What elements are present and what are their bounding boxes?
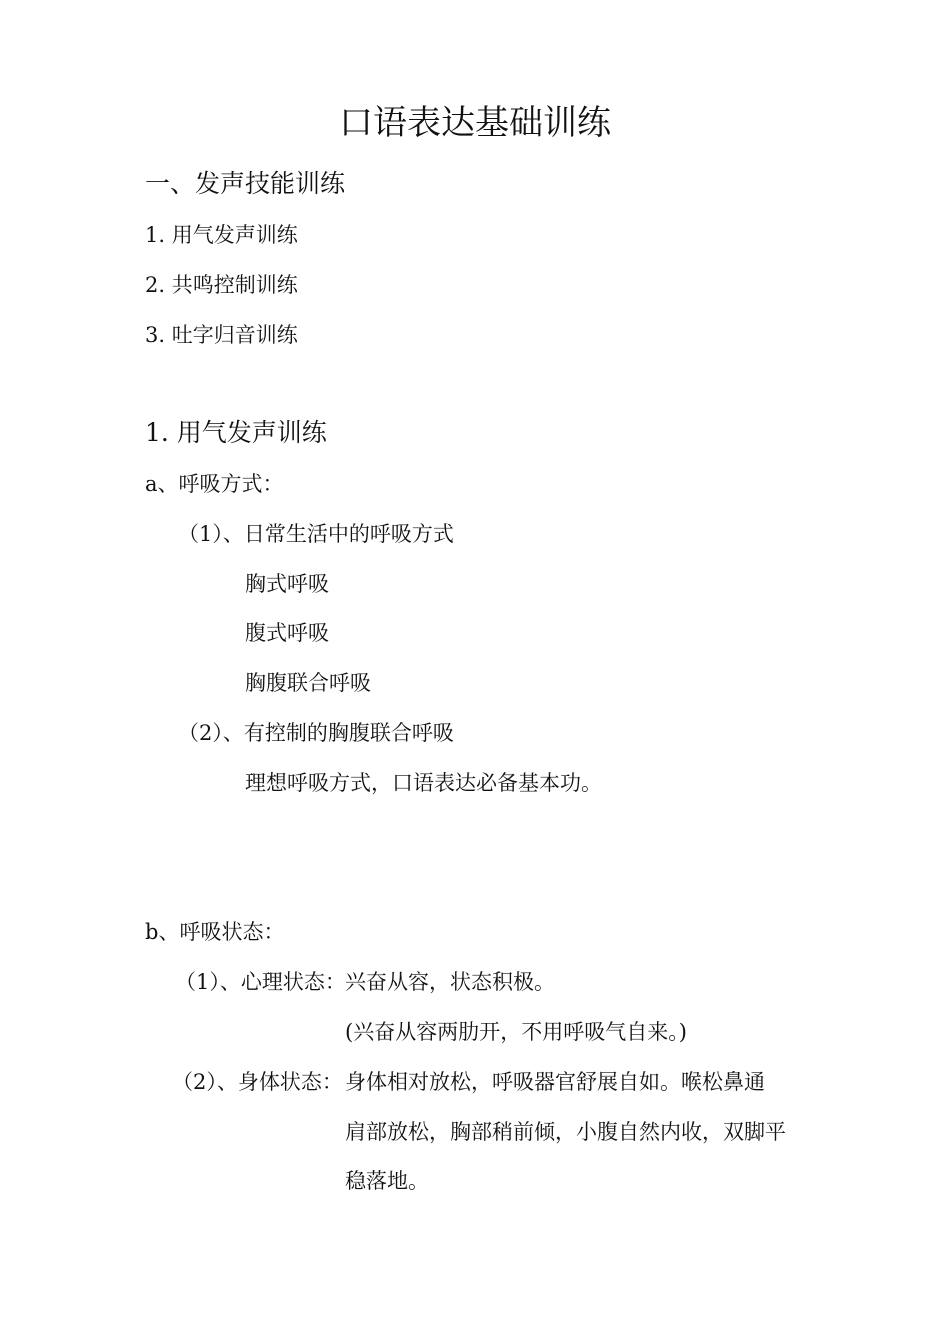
section-heading: 一、发声技能训练 (145, 169, 346, 198)
outline-item-1: 1. 用气发声训练 (145, 223, 298, 247)
subsection-a1-label: （1）、日常生活中的呼吸方式 (178, 522, 454, 546)
outline-item-3: 3. 吐字归音训练 (145, 323, 298, 347)
subsection-b1-text: 兴奋从容，状态积极。 (345, 970, 555, 994)
document-title: 口语表达基础训练 (339, 103, 611, 143)
outline-item-2: 2. 共鸣控制训练 (145, 273, 298, 297)
subsection-b2-line-3: 稳落地。 (345, 1169, 429, 1193)
subsection-b2-label: （2）、身体状态： (172, 1070, 343, 1094)
breathing-type-3: 胸腹联合呼吸 (245, 671, 371, 695)
subsection-b1-note: (兴奋从容两肋开，不用呼吸气自来。) (345, 1020, 687, 1044)
subsection-b1-label: （1）、心理状态： (175, 970, 346, 994)
breathing-type-2: 腹式呼吸 (245, 621, 329, 645)
part-heading: 1. 用气发声训练 (145, 418, 327, 447)
subsection-a2-label: （2）、有控制的胸腹联合呼吸 (178, 721, 454, 745)
subsection-b2-line-2: 肩部放松，胸部稍前倾，小腹自然内收，双脚平 (345, 1120, 786, 1144)
subsection-a2-text: 理想呼吸方式，口语表达必备基本功。 (245, 771, 602, 795)
subsection-b-label: b、呼吸状态： (145, 920, 285, 944)
subsection-a-label: a、呼吸方式： (145, 472, 284, 496)
breathing-type-1: 胸式呼吸 (245, 572, 329, 596)
subsection-b2-line-1: 身体相对放松，呼吸器官舒展自如。喉松鼻通 (345, 1070, 765, 1094)
